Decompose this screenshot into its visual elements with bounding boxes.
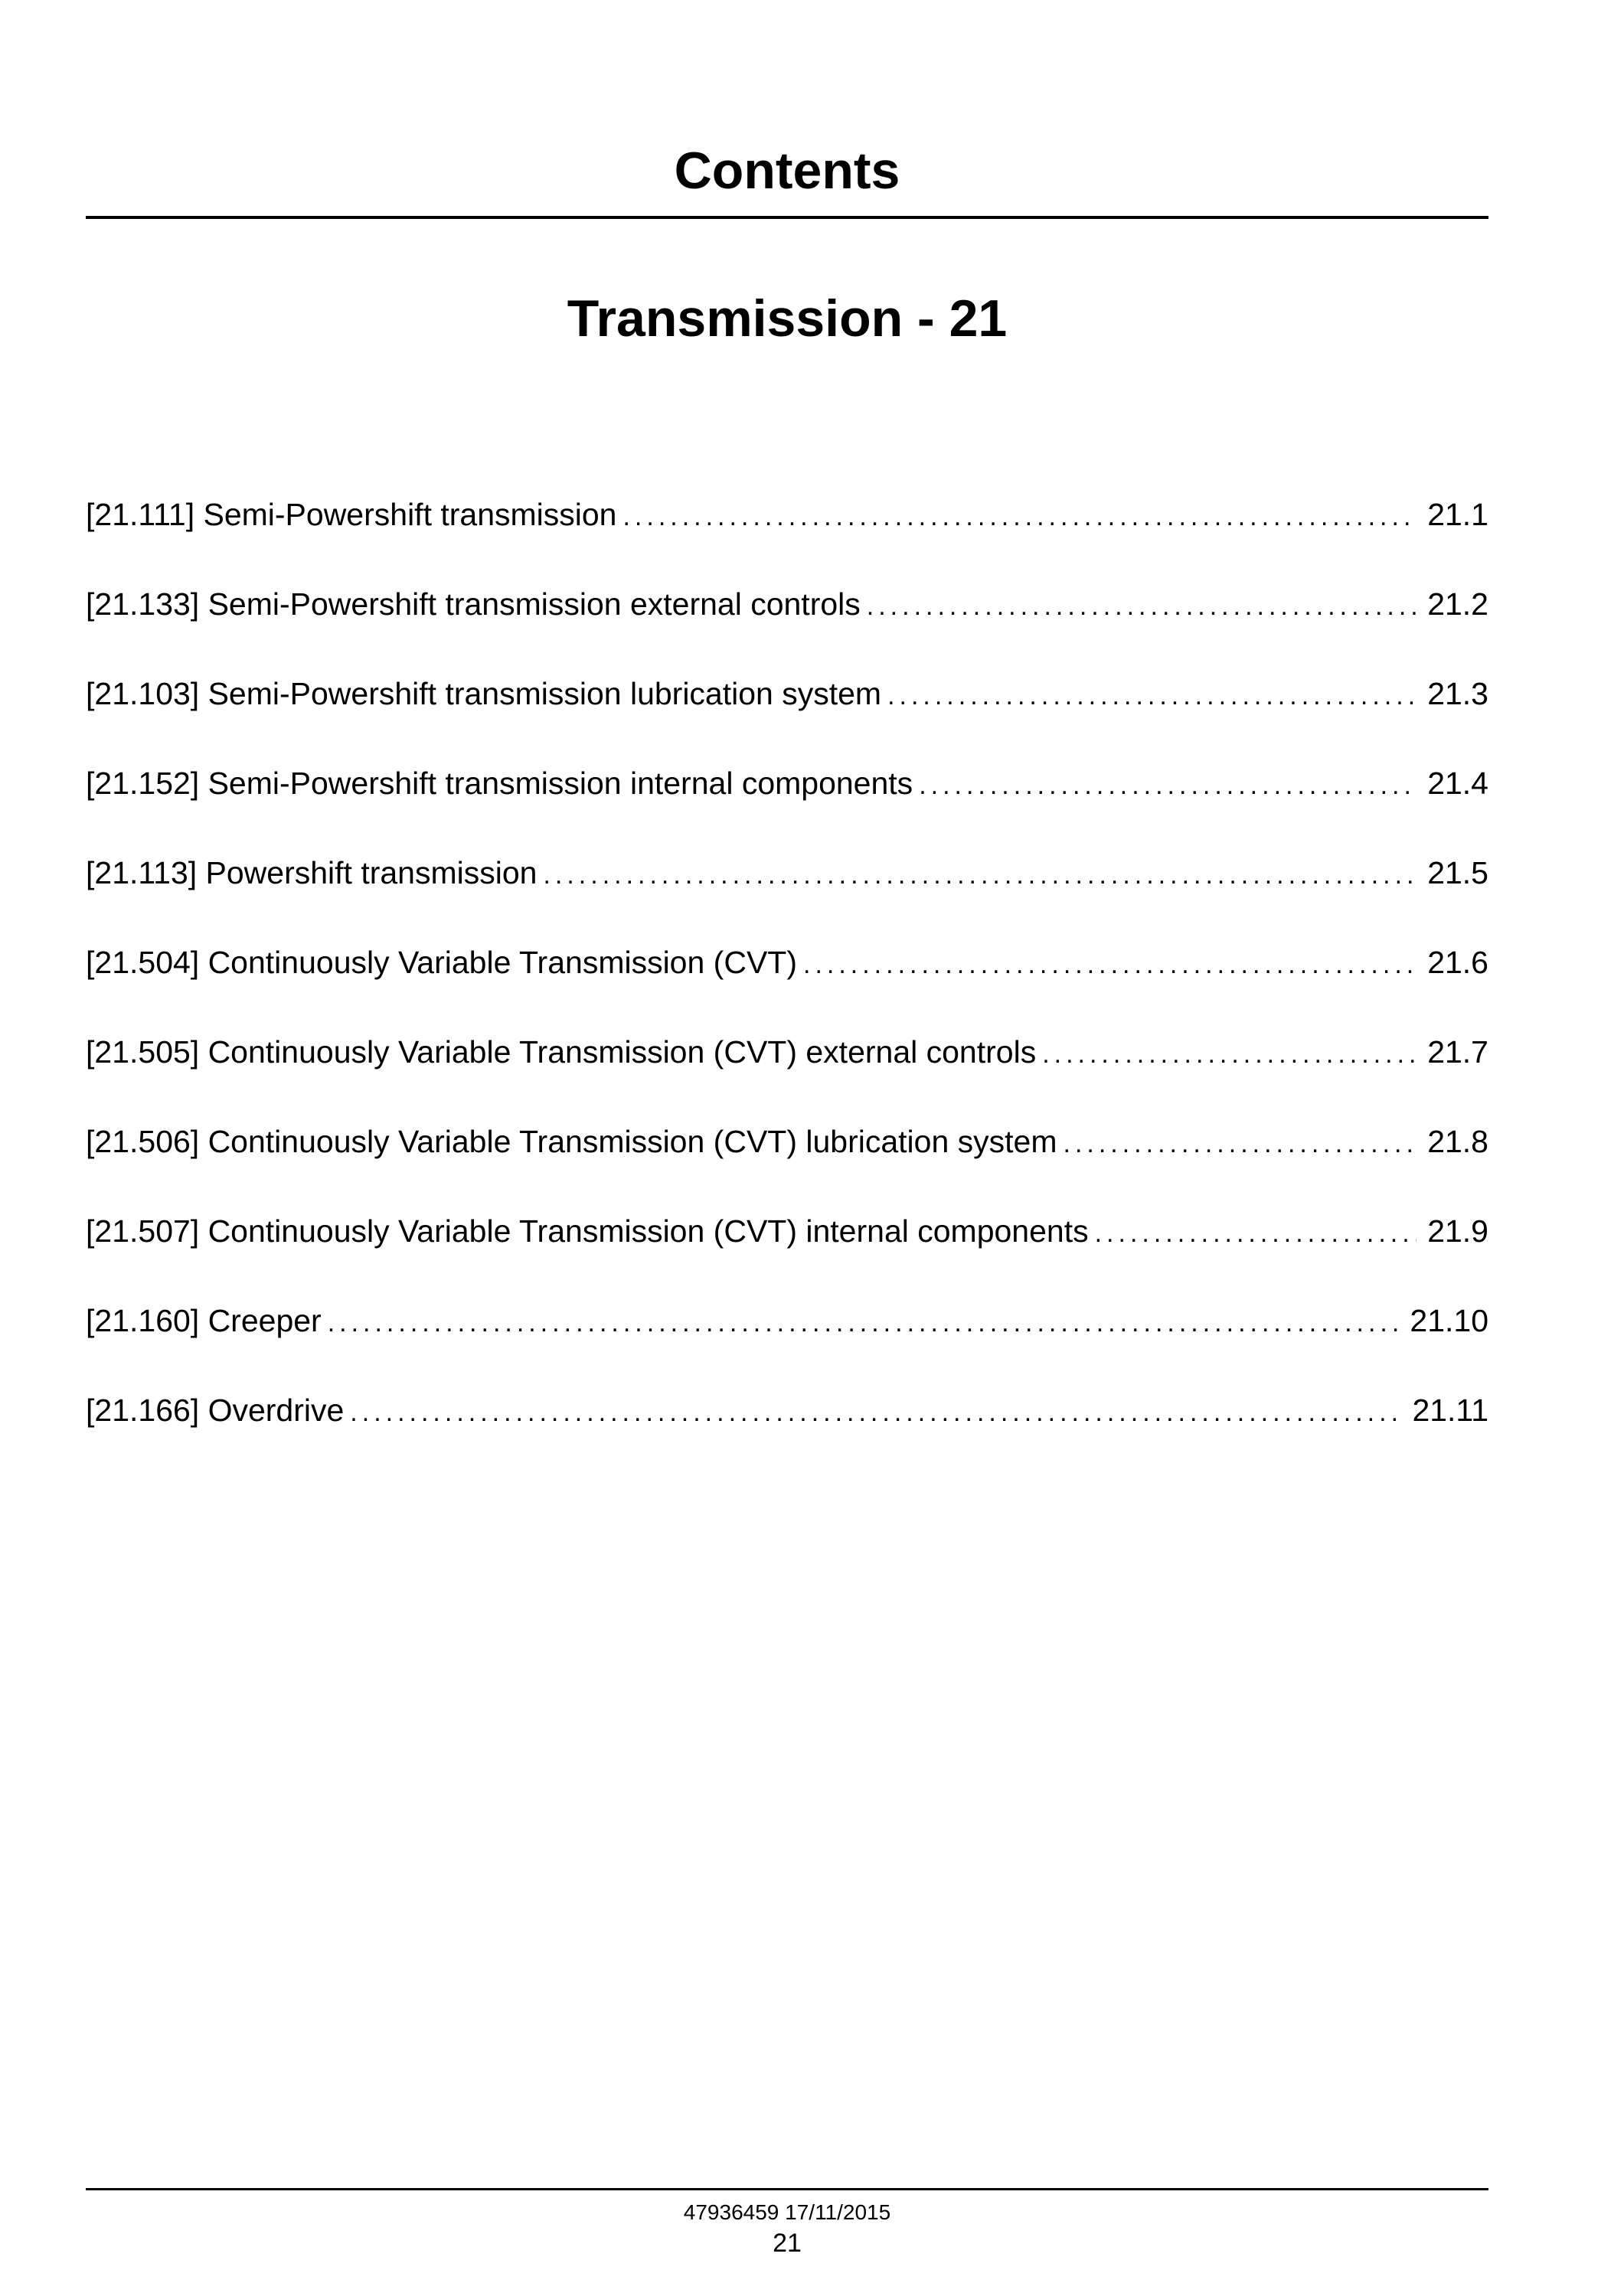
toc-entry-page: 21.11 bbox=[1412, 1393, 1488, 1428]
toc-entry[interactable] bbox=[86, 1025, 1488, 1115]
toc-entry-label: [21.504] Continuously Variable Transmission (CVT) bbox=[86, 945, 797, 980]
toc-entry-label: [21.103] Semi-Powershift transmission lubrication system bbox=[86, 676, 882, 711]
dot-leader bbox=[1095, 1207, 1417, 1260]
toc-entry-label: [21.111] Semi-Powershift transmission bbox=[86, 497, 617, 532]
section-title: Transmission - 21 bbox=[567, 289, 1008, 348]
toc-entry-label: [21.113] Powershift transmission bbox=[86, 855, 538, 890]
toc-entry-page: 21.9 bbox=[1427, 1213, 1488, 1249]
page-heading: Contents bbox=[674, 142, 900, 200]
dot-leader bbox=[543, 848, 1417, 902]
toc-entry[interactable] bbox=[86, 577, 1488, 667]
dot-leader bbox=[803, 938, 1417, 991]
footer-document-info: 47936459 17/11/2015 bbox=[683, 2200, 891, 2224]
toc-entry-page: 21.7 bbox=[1427, 1034, 1488, 1070]
footer-divider bbox=[86, 2188, 1488, 2190]
dot-leader bbox=[328, 1296, 1400, 1350]
toc-entry-label: [21.166] Overdrive bbox=[86, 1393, 345, 1428]
toc-entry-page: 21.2 bbox=[1427, 586, 1488, 622]
dot-leader bbox=[622, 490, 1417, 544]
toc-entry-label: [21.152] Semi-Powershift transmission internal components bbox=[86, 766, 913, 801]
toc-entry[interactable] bbox=[86, 756, 1488, 846]
toc-entry-label: [21.133] Semi-Powershift transmission external controls bbox=[86, 586, 861, 622]
toc-entry-page: 21.1 bbox=[1427, 497, 1488, 532]
toc-entry[interactable] bbox=[86, 667, 1488, 756]
toc-entry-page: 21.4 bbox=[1427, 766, 1488, 801]
toc-entry-label: [21.505] Continuously Variable Transmission (CVT) external controls bbox=[86, 1034, 1037, 1070]
toc-entry[interactable] bbox=[86, 1115, 1488, 1204]
toc-entry-page: 21.6 bbox=[1427, 945, 1488, 980]
toc-entry[interactable] bbox=[86, 1204, 1488, 1294]
toc-entry[interactable] bbox=[86, 936, 1488, 1025]
table-of-contents bbox=[86, 488, 1488, 1473]
footer-page-number: 21 bbox=[773, 2229, 802, 2258]
dot-leader bbox=[1042, 1027, 1417, 1081]
dot-leader bbox=[1064, 1117, 1417, 1171]
toc-entry-label: [21.506] Continuously Variable Transmission (CVT) lubrication system bbox=[86, 1124, 1057, 1159]
toc-entry[interactable] bbox=[86, 1294, 1488, 1383]
toc-entry-page: 21.8 bbox=[1427, 1124, 1488, 1159]
toc-entry[interactable] bbox=[86, 488, 1488, 577]
toc-entry-page: 21.3 bbox=[1427, 676, 1488, 711]
dot-leader bbox=[919, 759, 1417, 812]
toc-entry-page: 21.10 bbox=[1410, 1303, 1488, 1338]
top-divider bbox=[86, 216, 1488, 219]
toc-entry-label: [21.160] Creeper bbox=[86, 1303, 322, 1338]
toc-entry[interactable] bbox=[86, 1383, 1488, 1473]
dot-leader bbox=[350, 1386, 1401, 1439]
dot-leader bbox=[867, 580, 1417, 633]
toc-entry-page: 21.5 bbox=[1427, 855, 1488, 890]
dot-leader bbox=[887, 669, 1417, 723]
toc-entry[interactable] bbox=[86, 846, 1488, 936]
toc-entry-label: [21.507] Continuously Variable Transmission (CVT) internal components bbox=[86, 1213, 1089, 1249]
